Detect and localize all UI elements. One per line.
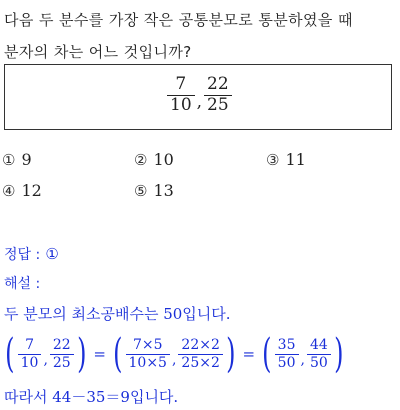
- choice-3-value: 11: [285, 150, 306, 169]
- left-paren: (: [5, 331, 15, 377]
- left-paren: (: [113, 331, 123, 377]
- fraction-box: [4, 64, 392, 130]
- choice-4-value: 12: [21, 181, 42, 200]
- eq-middle-frac-2: $\frac{22\times 2}{25\times 2}$: [178, 337, 222, 370]
- conclusion: 따라서 44－35＝9입니다.: [4, 388, 179, 406]
- choice-3[interactable]: [266, 150, 306, 170]
- choice-1[interactable]: [2, 150, 32, 170]
- fraction-separator: ,: [196, 92, 203, 113]
- lcm-sentence: 두 분모의 최소공배수는 50입니다.: [4, 305, 231, 323]
- comma: ,: [300, 352, 305, 368]
- choice-1-value: 9: [21, 150, 32, 169]
- choice-3-mark: ③: [266, 151, 280, 169]
- question-text: [4, 4, 398, 68]
- eq-middle-frac-1: $\frac{7\times 5}{10\times 5}$: [126, 337, 170, 370]
- eq-right-frac-1: $\frac{35}{50}$: [275, 337, 299, 370]
- choice-5[interactable]: [134, 181, 174, 201]
- given-fraction-2: $\frac{22}{25}$: [204, 75, 232, 115]
- choice-5-value: 13: [153, 181, 174, 200]
- choice-2-value: 10: [153, 150, 174, 169]
- choice-1-mark: ①: [2, 151, 16, 169]
- equation-row: [2, 330, 346, 378]
- given-fractions: [167, 75, 232, 115]
- equals-sign: =: [93, 345, 106, 363]
- eq-right-frac-2: $\frac{44}{50}$: [307, 337, 331, 370]
- choice-4[interactable]: [2, 181, 42, 201]
- answer-label: 정답 :: [4, 247, 41, 263]
- comma: ,: [43, 352, 48, 368]
- answer-value: ①: [45, 245, 59, 263]
- eq-left-frac-2: $\frac{22}{25}$: [50, 337, 74, 370]
- right-paren: ): [333, 331, 344, 377]
- right-paren: ): [225, 331, 236, 377]
- given-fraction-1: $\frac{7}{10}$: [167, 75, 195, 115]
- choice-2-mark: ②: [134, 151, 148, 169]
- explanation-label: 해설 :: [4, 276, 41, 292]
- answer-line: [4, 244, 59, 264]
- eq-left-frac-1: $\frac{7}{10}$: [18, 337, 42, 370]
- right-paren: ): [76, 331, 87, 377]
- left-paren: (: [262, 331, 272, 377]
- choice-4-mark: ④: [2, 182, 16, 200]
- equals-sign: =: [242, 345, 256, 363]
- question-line-1: 다음 두 분수를 가장 작은 공통분모로 통분하였을 때: [4, 11, 353, 29]
- choice-5-mark: ⑤: [134, 182, 148, 200]
- comma: ,: [171, 352, 177, 368]
- question-line-2: 분자의 차는 어느 것입니까?: [4, 43, 192, 61]
- choice-2[interactable]: [134, 150, 174, 170]
